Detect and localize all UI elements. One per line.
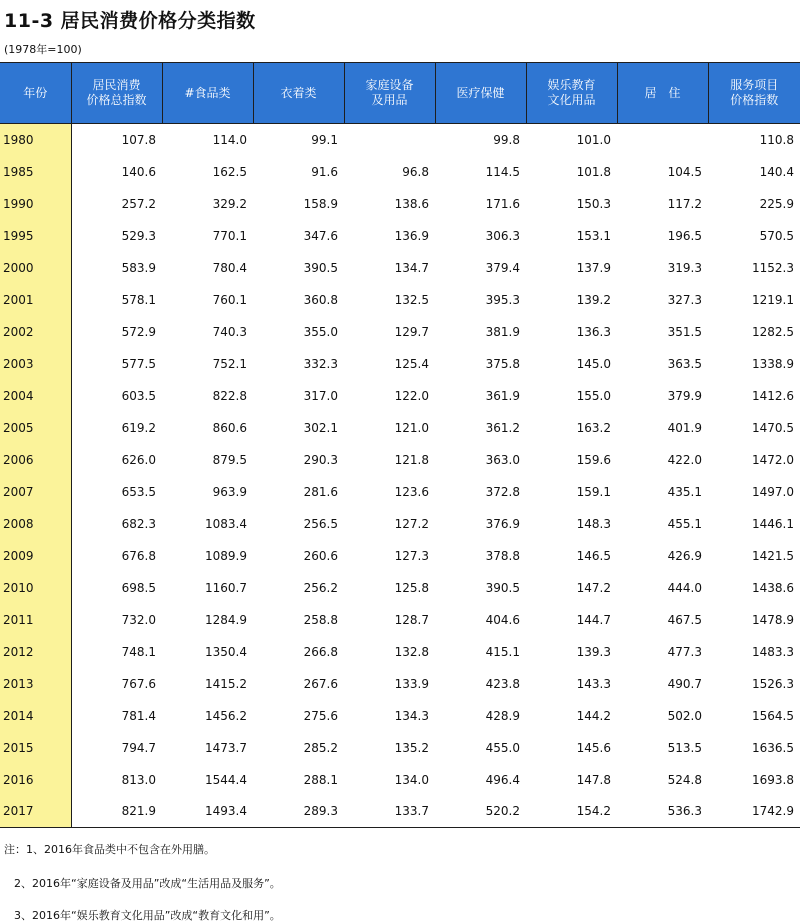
value-cell: 619.2 [121, 420, 156, 435]
value-cell: 781.4 [121, 708, 156, 723]
value-cell: 963.9 [212, 484, 247, 499]
table-row [0, 220, 800, 252]
value-cell: 351.5 [667, 324, 702, 339]
table-row [0, 572, 800, 604]
value-cell: 572.9 [121, 324, 156, 339]
value-cell: 257.2 [121, 196, 156, 211]
table-row [0, 412, 800, 444]
table-row [0, 252, 800, 284]
value-cell: 1083.4 [205, 516, 247, 531]
value-cell: 361.2 [485, 420, 520, 435]
value-cell: 1412.6 [752, 388, 794, 403]
value-cell: 101.8 [576, 164, 611, 179]
value-cell: 435.1 [667, 484, 702, 499]
value-cell: 520.2 [435, 796, 526, 828]
value-cell: 360.8 [303, 292, 338, 307]
value-cell: 158.9 [303, 196, 338, 211]
value-cell: 1564.5 [752, 708, 794, 723]
table-row [0, 796, 800, 828]
value-cell: 138.6 [394, 196, 429, 211]
value-cell: 1544.4 [205, 772, 247, 787]
value-cell: 390.5 [303, 260, 338, 275]
page-title: 11-3 居民消费价格分类指数 [4, 10, 256, 32]
value-cell: 137.9 [576, 260, 611, 275]
value-cell: 1473.7 [205, 740, 247, 755]
value-cell: 129.7 [394, 324, 429, 339]
value-cell: 1421.5 [752, 548, 794, 563]
value-cell: 770.1 [212, 228, 247, 243]
col-header-food: #食品类 [162, 63, 253, 124]
value-cell: 327.3 [667, 292, 702, 307]
footnote-2: 2、2016年“家庭设备及用品”改成“生活用品及服务”。 [14, 877, 281, 890]
value-cell: 159.6 [576, 452, 611, 467]
value-cell: 121.8 [394, 452, 429, 467]
value-cell: 698.5 [121, 580, 156, 595]
year-cell: 2017 [0, 796, 71, 828]
value-cell: 162.5 [212, 164, 247, 179]
value-cell: 256.2 [303, 580, 338, 595]
value-cell: 444.0 [667, 580, 702, 595]
year-cell: 2009 [0, 540, 71, 572]
value-cell: 145.6 [576, 740, 611, 755]
value-cell: 96.8 [402, 164, 429, 179]
year-cell: 2001 [0, 284, 71, 316]
value-cell: 780.4 [212, 260, 247, 275]
table-header-row [0, 63, 800, 124]
value-cell: 144.2 [576, 708, 611, 723]
value-cell: 136.9 [394, 228, 429, 243]
year-cell: 2016 [0, 764, 71, 796]
value-cell: 148.3 [576, 516, 611, 531]
value-cell [344, 124, 435, 156]
value-cell: 127.2 [394, 516, 429, 531]
table-row [0, 764, 800, 796]
value-cell: 524.8 [667, 772, 702, 787]
value-cell: 147.8 [576, 772, 611, 787]
value-cell: 1493.4 [162, 796, 253, 828]
value-cell: 159.1 [576, 484, 611, 499]
table-row [0, 668, 800, 700]
value-cell: 133.7 [344, 796, 435, 828]
value-cell: 577.5 [121, 356, 156, 371]
value-cell: 363.5 [667, 356, 702, 371]
value-cell: 104.5 [667, 164, 702, 179]
value-cell: 144.7 [576, 612, 611, 627]
value-cell: 1742.9 [708, 796, 800, 828]
value-cell: 502.0 [667, 708, 702, 723]
col-header-household: 家庭设备 及用品 [344, 63, 435, 124]
table-row [0, 156, 800, 188]
table-row [0, 380, 800, 412]
value-cell: 752.1 [212, 356, 247, 371]
year-cell: 1980 [0, 124, 71, 156]
table-row [0, 508, 800, 540]
value-cell: 1526.3 [752, 676, 794, 691]
value-cell: 275.6 [303, 708, 338, 723]
year-cell: 1985 [0, 156, 71, 188]
value-cell: 132.8 [394, 644, 429, 659]
value-cell: 306.3 [485, 228, 520, 243]
value-cell: 114.5 [485, 164, 520, 179]
table-row [0, 604, 800, 636]
year-cell: 2000 [0, 252, 71, 284]
year-cell: 2010 [0, 572, 71, 604]
value-cell: 128.7 [394, 612, 429, 627]
value-cell: 256.5 [303, 516, 338, 531]
value-cell: 426.9 [667, 548, 702, 563]
value-cell: 583.9 [121, 260, 156, 275]
col-header-year: 年份 [0, 63, 71, 124]
value-cell: 740.3 [212, 324, 247, 339]
value-cell: 378.8 [485, 548, 520, 563]
value-cell: 258.8 [303, 612, 338, 627]
value-cell: 135.2 [394, 740, 429, 755]
table-row [0, 732, 800, 764]
value-cell: 134.3 [394, 708, 429, 723]
value-cell: 260.6 [303, 548, 338, 563]
value-cell: 1219.1 [752, 292, 794, 307]
value-cell: 196.5 [667, 228, 702, 243]
value-cell: 1338.9 [752, 356, 794, 371]
table-row [0, 476, 800, 508]
value-cell: 146.5 [576, 548, 611, 563]
value-cell: 760.1 [212, 292, 247, 307]
value-cell: 163.2 [576, 420, 611, 435]
value-cell: 1478.9 [752, 612, 794, 627]
value-cell: 121.0 [394, 420, 429, 435]
value-cell: 1415.2 [205, 676, 247, 691]
value-cell: 653.5 [121, 484, 156, 499]
value-cell: 813.0 [121, 772, 156, 787]
col-header-residence: 居 住 [617, 63, 708, 124]
value-cell: 1152.3 [752, 260, 794, 275]
value-cell: 682.3 [121, 516, 156, 531]
value-cell: 290.3 [303, 452, 338, 467]
col-header-services: 服务项目 价格指数 [708, 63, 800, 124]
col-header-recreation-education: 娱乐教育 文化用品 [526, 63, 617, 124]
value-cell: 570.5 [759, 228, 794, 243]
value-cell: 136.3 [576, 324, 611, 339]
value-cell: 529.3 [121, 228, 156, 243]
value-cell: 266.8 [303, 644, 338, 659]
value-cell: 490.7 [667, 676, 702, 691]
value-cell: 1350.4 [205, 644, 247, 659]
value-cell: 376.9 [485, 516, 520, 531]
value-cell: 133.9 [394, 676, 429, 691]
value-cell: 99.1 [311, 132, 338, 147]
value-cell: 1438.6 [752, 580, 794, 595]
year-cell: 1995 [0, 220, 71, 252]
value-cell: 329.2 [212, 196, 247, 211]
value-cell: 317.0 [303, 388, 338, 403]
value-cell: 676.8 [121, 548, 156, 563]
value-cell: 748.1 [121, 644, 156, 659]
value-cell: 381.9 [485, 324, 520, 339]
year-cell: 2012 [0, 636, 71, 668]
value-cell: 732.0 [121, 612, 156, 627]
value-cell: 404.6 [485, 612, 520, 627]
value-cell: 281.6 [303, 484, 338, 499]
value-cell: 822.8 [212, 388, 247, 403]
base-year-note: (1978年=100) [4, 43, 82, 56]
value-cell: 355.0 [303, 324, 338, 339]
value-cell: 140.6 [121, 164, 156, 179]
value-cell: 455.1 [667, 516, 702, 531]
value-cell: 123.6 [394, 484, 429, 499]
value-cell: 415.1 [485, 644, 520, 659]
value-cell: 860.6 [212, 420, 247, 435]
value-cell: 626.0 [121, 452, 156, 467]
value-cell: 821.9 [71, 796, 162, 828]
value-cell: 147.2 [576, 580, 611, 595]
value-cell: 496.4 [485, 772, 520, 787]
year-cell: 2004 [0, 380, 71, 412]
value-cell: 372.8 [485, 484, 520, 499]
value-cell: 127.3 [394, 548, 429, 563]
value-cell: 455.0 [485, 740, 520, 755]
value-cell: 139.3 [576, 644, 611, 659]
value-cell: 225.9 [759, 196, 794, 211]
value-cell: 288.1 [303, 772, 338, 787]
footnote-3: 3、2016年“娱乐教育文化用品”改成“教育文化和用”。 [14, 909, 281, 922]
value-cell: 319.3 [667, 260, 702, 275]
value-cell: 379.4 [485, 260, 520, 275]
value-cell: 422.0 [667, 452, 702, 467]
value-cell: 155.0 [576, 388, 611, 403]
col-header-clothing: 衣着类 [253, 63, 344, 124]
year-cell: 2011 [0, 604, 71, 636]
col-header-cpi-total: 居民消费 价格总指数 [71, 63, 162, 124]
price-index-table [0, 62, 800, 828]
value-cell: 1497.0 [752, 484, 794, 499]
value-cell: 1089.9 [205, 548, 247, 563]
value-cell: 332.3 [303, 356, 338, 371]
value-cell: 1456.2 [205, 708, 247, 723]
value-cell: 578.1 [121, 292, 156, 307]
table-row [0, 540, 800, 572]
value-cell: 107.8 [121, 132, 156, 147]
value-cell: 363.0 [485, 452, 520, 467]
value-cell: 603.5 [121, 388, 156, 403]
table-row [0, 124, 800, 156]
value-cell: 1446.1 [752, 516, 794, 531]
value-cell: 150.3 [576, 196, 611, 211]
value-cell: 267.6 [303, 676, 338, 691]
value-cell: 1693.8 [752, 772, 794, 787]
value-cell: 140.4 [759, 164, 794, 179]
value-cell: 1284.9 [205, 612, 247, 627]
year-cell: 2008 [0, 508, 71, 540]
value-cell: 1160.7 [205, 580, 247, 595]
value-cell: 1282.5 [752, 324, 794, 339]
year-cell: 2007 [0, 476, 71, 508]
value-cell: 91.6 [311, 164, 338, 179]
value-cell: 302.1 [303, 420, 338, 435]
value-cell: 1470.5 [752, 420, 794, 435]
value-cell: 122.0 [394, 388, 429, 403]
value-cell: 379.9 [667, 388, 702, 403]
value-cell: 101.0 [576, 132, 611, 147]
year-cell: 2014 [0, 700, 71, 732]
table-row [0, 284, 800, 316]
value-cell: 879.5 [212, 452, 247, 467]
col-header-healthcare: 医疗保健 [435, 63, 526, 124]
year-cell: 1990 [0, 188, 71, 220]
value-cell: 125.8 [394, 580, 429, 595]
table-row [0, 636, 800, 668]
value-cell: 428.9 [485, 708, 520, 723]
value-cell: 1636.5 [752, 740, 794, 755]
value-cell: 132.5 [394, 292, 429, 307]
value-cell: 1483.3 [752, 644, 794, 659]
value-cell: 423.8 [485, 676, 520, 691]
value-cell: 285.2 [303, 740, 338, 755]
value-cell: 395.3 [485, 292, 520, 307]
value-cell: 134.0 [394, 772, 429, 787]
value-cell: 153.1 [576, 228, 611, 243]
value-cell: 143.3 [576, 676, 611, 691]
year-cell: 2006 [0, 444, 71, 476]
footnote-1: 注：1、2016年食品类中不包含在外用膳。 [4, 843, 215, 856]
year-cell: 2013 [0, 668, 71, 700]
value-cell: 125.4 [394, 356, 429, 371]
value-cell: 467.5 [667, 612, 702, 627]
year-cell: 2015 [0, 732, 71, 764]
value-cell: 154.2 [526, 796, 617, 828]
table-row [0, 316, 800, 348]
value-cell: 347.6 [303, 228, 338, 243]
value-cell: 99.8 [493, 132, 520, 147]
value-cell: 110.8 [759, 132, 794, 147]
value-cell: 171.6 [485, 196, 520, 211]
value-cell: 145.0 [576, 356, 611, 371]
year-cell: 2003 [0, 348, 71, 380]
table-row [0, 444, 800, 476]
value-cell: 117.2 [667, 196, 702, 211]
value-cell: 794.7 [121, 740, 156, 755]
value-cell: 390.5 [485, 580, 520, 595]
value-cell: 536.3 [617, 796, 708, 828]
value-cell: 513.5 [667, 740, 702, 755]
year-cell: 2002 [0, 316, 71, 348]
value-cell: 767.6 [121, 676, 156, 691]
table-row [0, 700, 800, 732]
value-cell: 375.8 [485, 356, 520, 371]
value-cell: 289.3 [253, 796, 344, 828]
table-row [0, 348, 800, 380]
value-cell: 114.0 [212, 132, 247, 147]
value-cell [617, 124, 708, 156]
year-cell: 2005 [0, 412, 71, 444]
value-cell: 139.2 [576, 292, 611, 307]
value-cell: 361.9 [485, 388, 520, 403]
value-cell: 134.7 [394, 260, 429, 275]
table-row [0, 188, 800, 220]
value-cell: 1472.0 [752, 452, 794, 467]
value-cell: 401.9 [667, 420, 702, 435]
value-cell: 477.3 [667, 644, 702, 659]
